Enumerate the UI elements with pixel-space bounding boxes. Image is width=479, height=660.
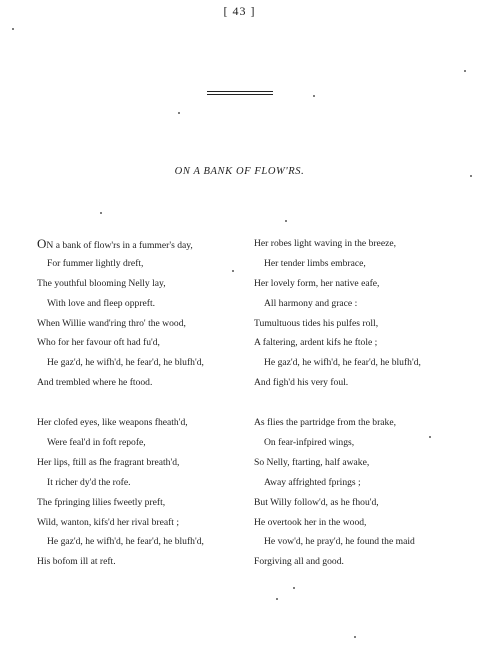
poem-line: Were feal'd in foft repofe, — [47, 437, 146, 449]
page-number: [ 43 ] — [223, 4, 256, 18]
stanza-1 — [37, 234, 247, 393]
poem-line: ON a bank of flow'rs in a fummer's day, — [37, 236, 193, 251]
scan-speck — [276, 598, 278, 600]
scan-speck — [12, 28, 14, 30]
right-column — [254, 234, 464, 572]
scan-speck — [470, 175, 472, 177]
stanza-gap — [37, 393, 247, 413]
poem-line: Tumultuous tides his pulfes roll, — [254, 317, 379, 329]
scan-speck — [429, 436, 431, 438]
poem-line: A faltering, ardent kifs he ftole ; — [254, 337, 378, 349]
poem-line: It richer dy'd the rofe. — [47, 476, 131, 488]
poem-line: For fummer lightly dreft, — [47, 257, 144, 269]
poem-line: Her robes light waving in the breeze, — [254, 238, 396, 249]
poem-line: As flies the partridge from the brake, — [254, 417, 396, 429]
poem-line: Forgiving all and good. — [254, 556, 344, 568]
poem-line: On fear-infpired wings, — [264, 437, 355, 449]
poem-line: He overtook her in the wood, — [254, 516, 367, 528]
poem-line: He gaz'd, he wifh'd, he fear'd, he blufh'd, — [47, 536, 204, 548]
poem-line: The youthful blooming Nelly lay, — [37, 277, 166, 289]
left-column — [37, 234, 247, 572]
scan-speck — [313, 95, 315, 97]
stanza-2 — [37, 413, 247, 572]
poem-line: He gaz'd, he wifh'd, he fear'd, he blufh'd, — [264, 357, 421, 369]
scan-speck — [285, 220, 287, 222]
scan-speck — [293, 587, 295, 589]
title-rule-bottom — [207, 94, 273, 95]
poem-line: Her lips, ftill as fhe fragrant breath'd, — [37, 456, 180, 468]
poem-line: Wild, wanton, kifs'd her rival breaft ; — [37, 516, 180, 528]
poem-line: But Willy follow'd, as he fhou'd, — [254, 496, 379, 508]
scan-speck — [354, 636, 356, 638]
poem-line: And trembled where he ftood. — [37, 377, 153, 389]
poem-line: When Willie wand'ring thro' the wood, — [37, 317, 186, 329]
poem-line: And figh'd his very foul. — [254, 377, 349, 389]
scan-speck — [464, 70, 466, 72]
scan-speck — [232, 270, 234, 272]
poem-line: All harmony and grace : — [264, 297, 358, 309]
poem-line: Who for her favour oft had fu'd, — [37, 337, 160, 349]
poem-line: With love and fleep oppreft. — [47, 297, 156, 309]
poem-line: The fpringing lilies fweetly preft, — [37, 496, 166, 508]
stanza-gap — [254, 393, 464, 413]
poem-line: Her lovely form, her native eafe, — [254, 277, 380, 289]
poem-line: He vow'd, he pray'd, he found the maid — [264, 536, 415, 548]
poem-line: Her clofed eyes, like weapons fheath'd, — [37, 417, 188, 429]
poem-title: ON A BANK OF FLOW'RS. — [174, 166, 305, 177]
poem-line: His bofom ill at reft. — [37, 556, 116, 568]
poem-line: He gaz'd, he wifh'd, he fear'd, he blufh'd, — [47, 357, 204, 369]
scan-speck — [178, 112, 180, 114]
poem-line: Her tender limbs embrace, — [264, 257, 366, 269]
poem-line: So Nelly, ftarting, half awake, — [254, 456, 370, 468]
title-rule-top — [207, 91, 273, 92]
stanza-3 — [254, 234, 464, 393]
scan-speck — [100, 212, 102, 214]
stanza-4 — [254, 413, 464, 572]
poem-line: Away affrighted fprings ; — [264, 476, 361, 488]
